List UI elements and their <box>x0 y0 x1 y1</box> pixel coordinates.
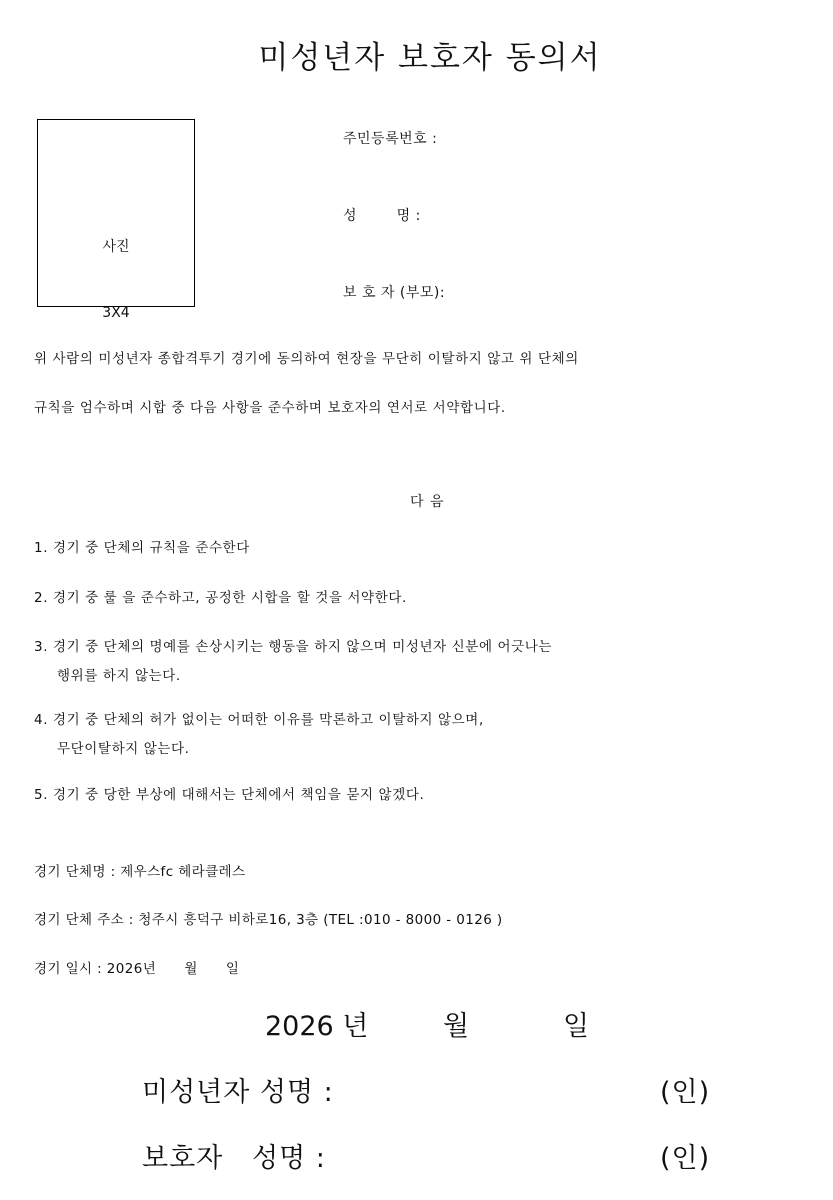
intro-line-2: 규칙을 엄수하며 시합 중 다음 사항을 준수하며 보호자의 연서로 서약합니다. <box>34 400 506 416</box>
list-item-continuation: 무단이탈하지 않는다. <box>57 741 190 757</box>
photo-label <box>38 192 194 368</box>
list-item: 5. 경기 중 당한 부상에 대해서는 단체에서 책임을 묻지 않겠다. <box>34 787 425 803</box>
photo-box <box>37 119 195 321</box>
org-name: 경기 단체명 : 제우스fc 헤라클레스 <box>34 864 246 880</box>
list-item: 2. 경기 중 룰 을 준수하고, 공정한 시합을 할 것을 서약한다. <box>34 590 407 606</box>
org-address: 경기 단체 주소 : 청주시 흥덕구 비하로16, 3층 (TEL :010 - 8000 - 0126 ) <box>34 912 503 928</box>
list-item: 1. 경기 중 단체의 규칙을 준수한다 <box>34 540 250 556</box>
sign-date-day: 일 <box>563 1011 590 1042</box>
list-item-continuation: 행위를 하지 않는다. <box>57 668 181 684</box>
guardian-name-label: 보호자 성명 : <box>142 1143 326 1174</box>
sign-date-year: 2026 년 <box>265 1011 369 1042</box>
intro-line-1: 위 사람의 미성년자 종합격투기 경기에 동의하여 현장을 무단히 이탈하지 않고 위 단체의 <box>34 351 579 367</box>
sign-date-month: 월 <box>443 1011 470 1042</box>
minor-seal: (인) <box>660 1077 711 1108</box>
photo-size-text: 3X4 <box>102 305 130 321</box>
list-item: 4. 경기 중 단체의 허가 없이는 어떠한 이유를 막론하고 이탈하지 않으며, <box>34 712 484 728</box>
next-label: 다 음 <box>410 494 445 510</box>
document-title: 미성년자 보호자 동의서 <box>258 40 602 76</box>
guardian-seal: (인) <box>660 1143 711 1174</box>
photo-label-text: 사진 <box>102 239 130 255</box>
resident-number-label: 주민등록번호 : <box>343 131 438 147</box>
name-label: 성 명 : <box>343 208 421 224</box>
guardian-label: 보 호 자 (부모): <box>343 285 446 301</box>
event-date: 경기 일시 : 2026년 월 일 <box>34 961 240 977</box>
list-item: 3. 경기 중 단체의 명예를 손상시키는 행동을 하지 않으며 미성년자 신분에 어긋나는 <box>34 639 553 655</box>
minor-name-label: 미성년자 성명 : <box>142 1077 334 1108</box>
